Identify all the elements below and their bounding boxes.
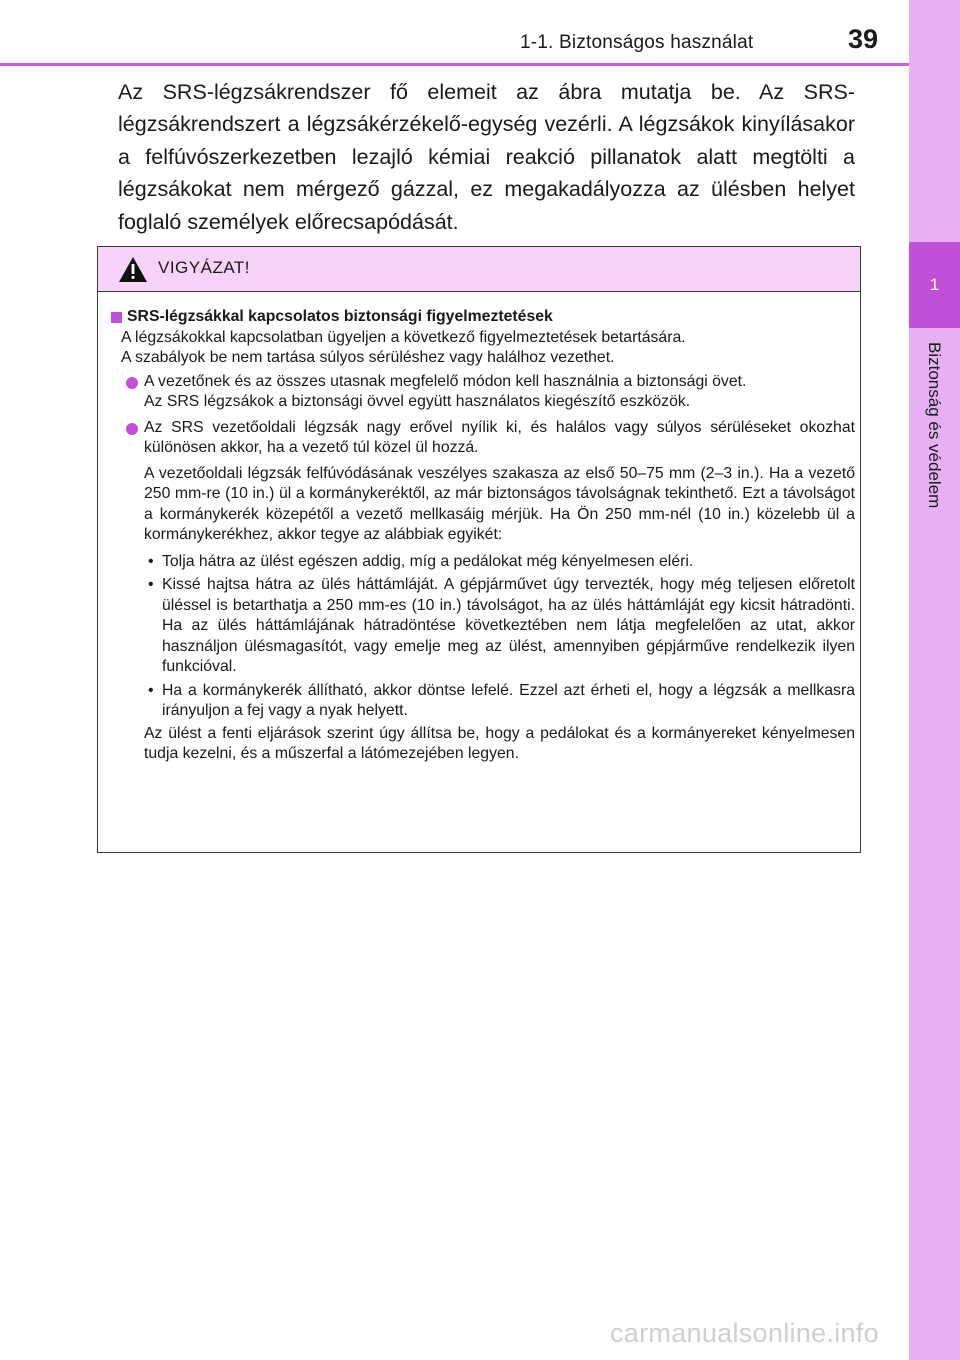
header-rule	[0, 63, 909, 66]
warning-section-heading-text: SRS-légzsákkal kapcsolatos biztonsági figyelmeztetések	[127, 308, 553, 325]
warning-bullet-1-note: Az SRS légzsákok a biztonsági övvel együtt használatos kiegészítő eszközök.	[144, 393, 691, 410]
warning-body	[111, 307, 855, 765]
warning-label: VIGYÁZAT!	[158, 258, 251, 277]
section-title: 1-1. Biztonságos használat	[520, 32, 754, 53]
sub-list-item-text: Ha a kormánykerék állítható, akkor döntse lefelé. Ezzel azt érheti el, hogy a légzsák a mellkasra irányuljon a fej vagy a nyak helyett.	[162, 681, 855, 719]
warning-bullet-2-text: Az SRS vezetőoldali légzsák nagy erővel nyílik ki, és halálos vagy súlyos sérüléseket okozhat különösen akkor, ha a vezető túl közel ül hozzá.	[144, 418, 855, 456]
warning-intro-line-2: A szabályok be nem tartása súlyos sérüléshez vagy halálhoz vezethet.	[121, 349, 615, 366]
warning-bullet-2-paragraph: A vezetőoldali légzsák felfúvódásának veszélyes szakasza az első 50–75 mm (2–3 in.). Ha a vezető 250 mm-re (10 in.) ül a kormánykeréktől, az már biztonságos távolságnak tekinthető. Ezt a távolságot a kormánykerék közepétől a vezető mellkasáig mérjük. Ha Ön 250 mm-nél (10 in.) közelebb ül a kormánykerékhez, akkor tegye az alábbiak egyikét:	[144, 464, 855, 543]
warning-header	[98, 247, 860, 292]
warning-bullet-1-text: A vezetőnek és az összes utasnak megfelelő módon kell használnia a biztonsági övet.	[144, 372, 747, 390]
watermark: carmanualsonline.info	[610, 1318, 879, 1348]
warning-closing: Az ülést a fenti eljárások szerint úgy állítsa be, hogy a pedálokat és a kormányereket kényelmesen tudja kezelni, és a műszerfal a látómezejében legyen.	[144, 724, 855, 762]
bullet-dot-icon: •	[148, 681, 154, 699]
page-number: 39	[848, 24, 879, 54]
chapter-number-tab	[909, 242, 960, 328]
warning-box	[97, 246, 861, 853]
chapter-number: 1	[929, 275, 940, 294]
chapter-title: Biztonság és védelem	[925, 342, 944, 509]
sub-list-item	[111, 575, 855, 678]
intro-paragraph: Az SRS-légzsákrendszer fő elemeit az ábra mutatja be. Az SRS-légzsákrendszert a légzsákérzékelő-egység vezérli. A légzsákok kinyílásakor a felfúvószerkezetben lezajló kémiai reakció pillanatok alatt megtölti a légzsákokat nem mérgező gázzal, ez megakadályozza az ülésben helyet foglaló személyek előrecsapódását.	[118, 80, 855, 234]
sub-list-item-text: Kissé hajtsa hátra az ülés háttámláját. A gépjárművet úgy tervezték, hogy még teljesen előretolt üléssel is betarthatja a 250 mm-es (10 in.) távolságot, ha az ülés háttámláját egy kicsit hátradönti. Ha az ülés háttámlájának hátradöntése következtében nem látja megfelelően az utat, akkor használjon ülésmagasítót, vagy emelje meg az ülést, amennyiben gépjárműve rendelkezik ilyen funkcióval.	[162, 576, 855, 675]
square-bullet-icon	[111, 312, 122, 323]
warning-section-heading	[111, 307, 855, 328]
warning-triangle-icon	[118, 256, 148, 283]
warning-bullet-1	[111, 372, 855, 413]
sub-list-item	[111, 552, 855, 573]
chapter-title-tab	[914, 342, 954, 562]
circle-bullet-icon	[126, 423, 138, 435]
bullet-dot-icon: •	[148, 576, 154, 593]
sub-list-item-text: Tolja hátra az ülést egészen addig, míg a pedálokat még kényelmesen eléri.	[162, 552, 694, 570]
circle-bullet-icon	[126, 377, 138, 389]
sub-list-item	[111, 681, 855, 722]
warning-intro-line-1: A légzsákokkal kapcsolatban ügyeljen a következő figyelmeztetések betartására.	[121, 328, 686, 346]
warning-bullet-2	[111, 418, 855, 459]
bullet-dot-icon: •	[148, 552, 154, 570]
side-tab-strip	[909, 0, 960, 1360]
